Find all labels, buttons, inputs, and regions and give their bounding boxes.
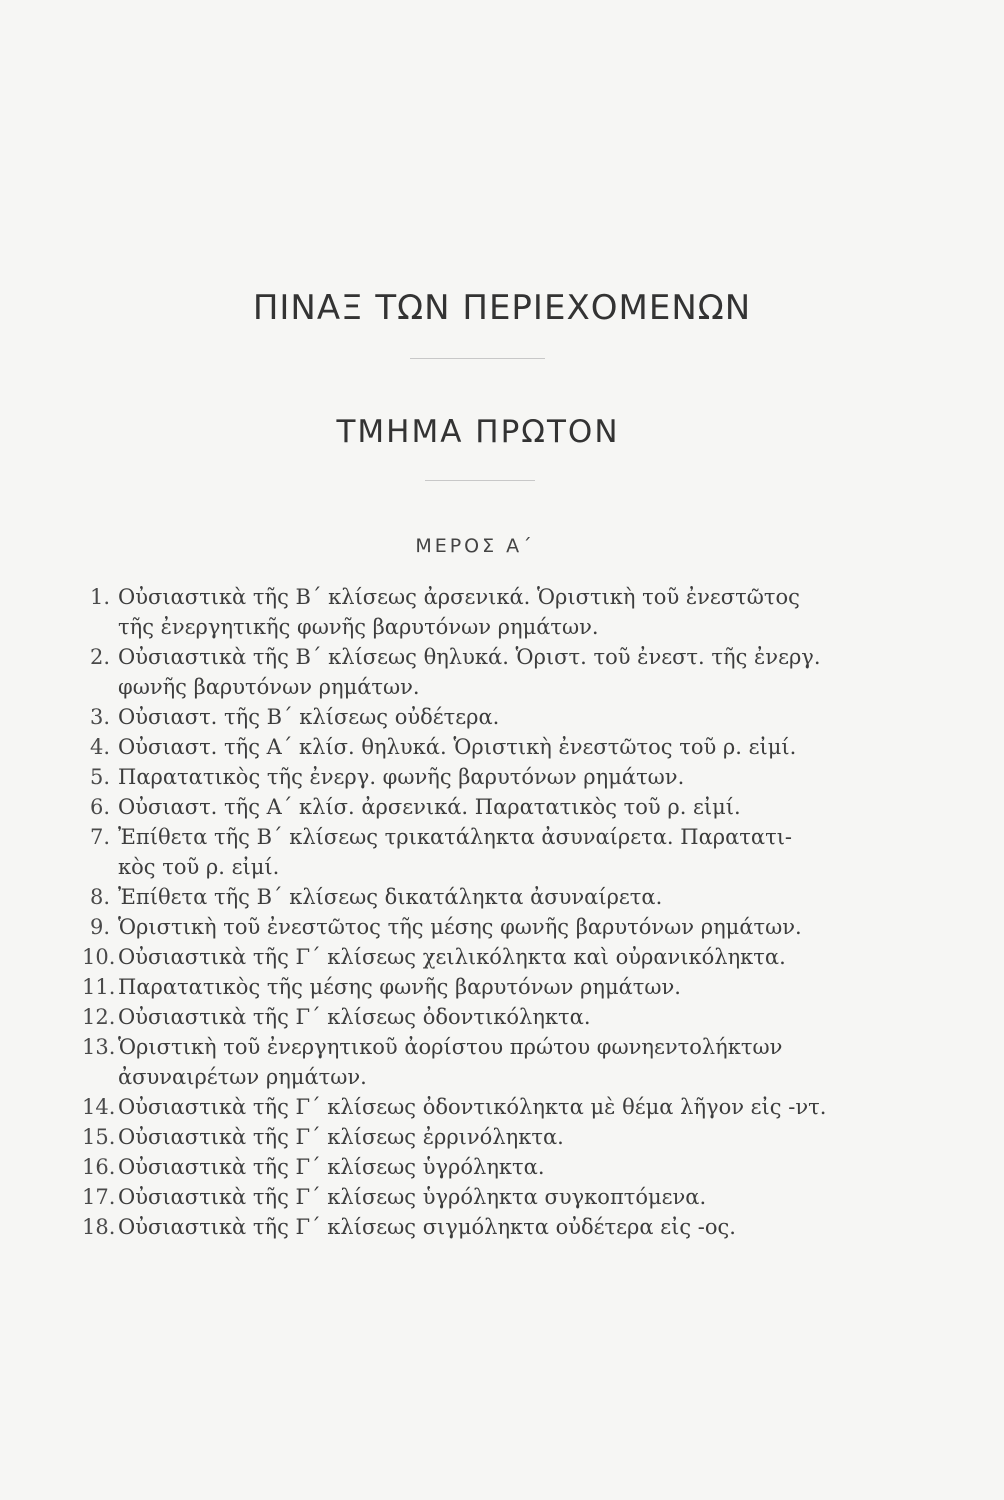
toc-entry-text: Ὁριστικὴ τοῦ ἐνεστῶτος τῆς μέσης φωνῆς βαρυτόνων ρημάτων.: [118, 915, 802, 939]
toc-entry-text: Οὐσιαστ. τῆς Β΄ κλίσεως οὐδέτερα.: [118, 705, 500, 729]
toc-entry-number: 14.: [82, 1095, 116, 1119]
toc-entry-text: Οὐσιαστικὰ τῆς Γ΄ κλίσεως ὑγρόληκτα.: [118, 1155, 545, 1179]
toc-entry-number: 11.: [82, 975, 116, 999]
toc-entry-text: Ἐπίθετα τῆς Β΄ κλίσεως τρικατάληκτα ἀσυναίρετα. Παρατατι-: [118, 825, 793, 849]
toc-entry: [82, 1212, 912, 1242]
toc-entry-number: 13.: [82, 1035, 116, 1059]
toc-entry-number: 6.: [89, 795, 110, 819]
toc-entry: [82, 1032, 912, 1092]
toc-entry-text: Οὐσιαστικὰ τῆς Γ΄ κλίσεως ὀδοντικόληκτα.: [118, 1005, 591, 1029]
toc-entry-text: Οὐσιαστ. τῆς Α΄ κλίσ. θηλυκά. Ὁριστικὴ ἐνεστῶτος τοῦ ρ. εἰμί.: [118, 735, 797, 759]
toc-entry: [82, 912, 912, 942]
toc-entry-number: 3.: [89, 705, 110, 729]
toc-entry: [82, 702, 912, 732]
toc-entry: [82, 1002, 912, 1032]
part-heading: ΜΕΡΟΣ Α΄: [415, 535, 535, 557]
toc-entry-number: 16.: [82, 1155, 116, 1179]
toc-entry: [82, 1122, 912, 1152]
toc-entry-number: 15.: [82, 1125, 116, 1149]
toc-entry: [82, 1092, 912, 1122]
toc-entry-text: φωνῆς βαρυτόνων ρημάτων.: [118, 675, 420, 699]
toc-entry-number: 4.: [89, 735, 110, 759]
divider-top: [410, 358, 545, 359]
toc-entry-number: 10.: [82, 945, 116, 969]
toc-entry-number: 2.: [89, 645, 110, 669]
toc-entry-number: 7.: [89, 825, 110, 849]
toc-entry-text: Οὐσιαστικὰ τῆς Β΄ κλίσεως ἀρσενικά. Ὁριστικὴ τοῦ ἐνεστῶτος: [118, 585, 800, 609]
toc-entry: [82, 882, 912, 912]
toc-entry-number: 8.: [89, 885, 110, 909]
toc-entry: [82, 942, 912, 972]
page-title: ΠΙΝΑΞ ΤΩΝ ΠΕΡΙΕΧΟΜΕΝΩΝ: [252, 288, 752, 328]
toc-entry: [82, 762, 912, 792]
toc-entry: [82, 822, 912, 882]
toc-entry: [82, 1182, 912, 1212]
toc-entry-text: Οὐσιαστικὰ τῆς Γ΄ κλίσεως ἐρρινόληκτα.: [118, 1125, 564, 1149]
toc-entry-number: 1.: [89, 585, 110, 609]
divider-middle: [425, 480, 535, 481]
toc-entry-number: 18.: [82, 1215, 116, 1239]
toc-entry: [82, 642, 912, 702]
toc-entry: [82, 792, 912, 822]
toc-entry-text: Οὐσιαστικὰ τῆς Γ΄ κλίσεως χειλικόληκτα καὶ οὐρανικόληκτα.: [118, 945, 786, 969]
toc-entry-number: 17.: [82, 1185, 116, 1209]
toc-entry-text: ἀσυναιρέτων ρημάτων.: [118, 1065, 367, 1089]
toc-entry-number: 12.: [82, 1005, 116, 1029]
toc-entry: [82, 582, 912, 642]
section-heading: ΤΜΗΜΑ ΠΡΩΤΟΝ: [336, 414, 620, 450]
toc-entry-number: 9.: [89, 915, 110, 939]
toc-entry: [82, 1152, 912, 1182]
toc-entry: [82, 972, 912, 1002]
toc-entry-text: Ἐπίθετα τῆς Β΄ κλίσεως δικατάληκτα ἀσυναίρετα.: [118, 885, 663, 909]
toc-entry-text: Ὁριστικὴ τοῦ ἐνεργητικοῦ ἀορίστου πρώτου φωνηεντολήκτων: [118, 1035, 783, 1059]
toc-entry-text: τῆς ἐνεργητικῆς φωνῆς βαρυτόνων ρημάτων.: [118, 615, 599, 639]
toc-entry-number: 5.: [89, 765, 110, 789]
toc-entry-text: Οὐσιαστ. τῆς Α΄ κλίσ. ἀρσενικά. Παρατατικὸς τοῦ ρ. εἰμί.: [118, 795, 741, 819]
toc-entry-text: Οὐσιαστικὰ τῆς Β΄ κλίσεως θηλυκά. Ὁριστ. τοῦ ἐνεστ. τῆς ἐνεργ.: [118, 645, 821, 669]
toc-entry-text: Οὐσιαστικὰ τῆς Γ΄ κλίσεως ὑγρόληκτα συγκοπτόμενα.: [118, 1185, 707, 1209]
toc-entry-text: Οὐσιαστικὰ τῆς Γ΄ κλίσεως σιγμόληκτα οὐδέτερα εἰς -ος.: [118, 1215, 736, 1239]
toc-entry: [82, 732, 912, 762]
toc-entry-text: Οὐσιαστικὰ τῆς Γ΄ κλίσεως ὀδοντικόληκτα μὲ θέμα λῆγον εἰς -ντ.: [118, 1095, 827, 1119]
toc-entry-text: Παρατατικὸς τῆς ἐνεργ. φωνῆς βαρυτόνων ρημάτων.: [118, 765, 685, 789]
toc-entry-text: κὸς τοῦ ρ. εἰμί.: [118, 855, 280, 879]
table-of-contents: [82, 582, 912, 1242]
toc-entry-text: Παρατατικὸς τῆς μέσης φωνῆς βαρυτόνων ρημάτων.: [118, 975, 681, 999]
